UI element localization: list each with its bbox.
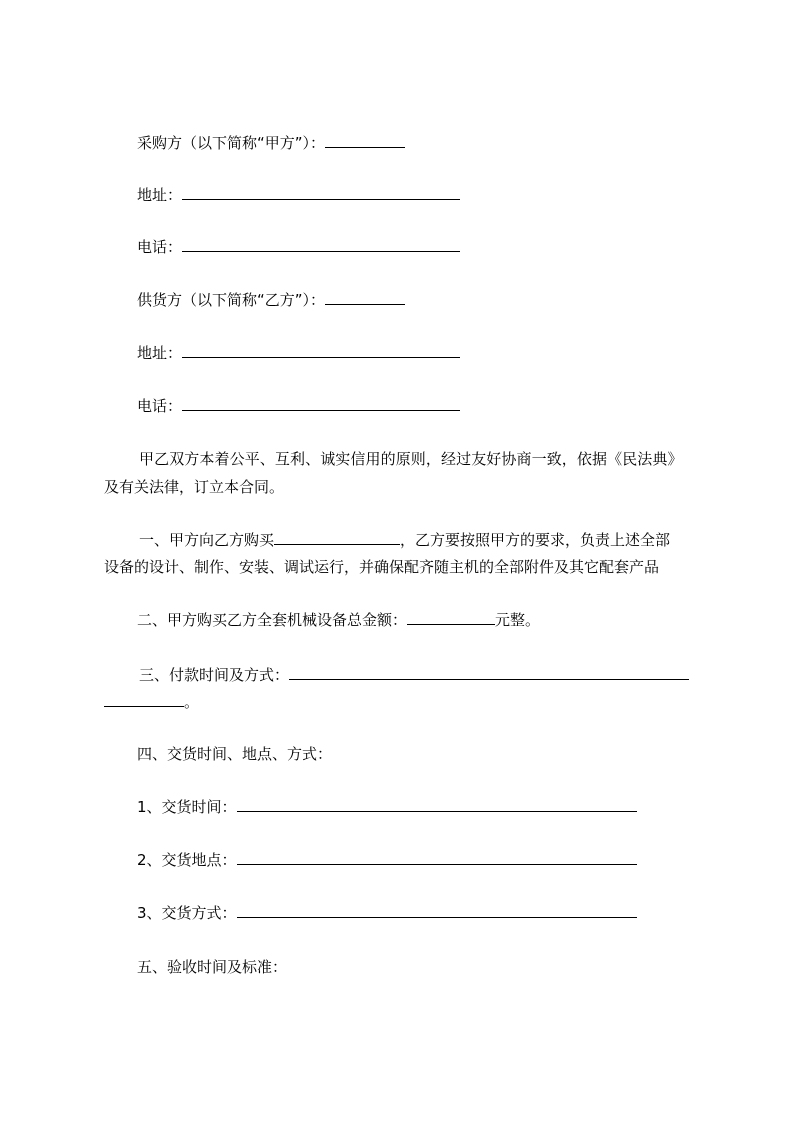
- preamble-line-2: 及有关法律，订立本合同。: [104, 478, 285, 496]
- clause-1-line-2: 设备的设计、制作、安装、调试运行，并确保配齐随主机的全部附件及其它配套产品: [104, 558, 660, 576]
- buyer-name-blank: [325, 133, 405, 148]
- delivery-method-row: [137, 903, 637, 923]
- clause-5-title: 五、验收时间及标准：: [137, 958, 288, 976]
- buyer-address-row: [137, 185, 460, 205]
- supplier-phone-blank: [182, 396, 460, 411]
- supplier-name-row: [137, 290, 405, 310]
- clause-3-prefix: 三、付款时间及方式：: [139, 666, 290, 684]
- delivery-place-row: [137, 850, 637, 870]
- clause-2-prefix: 二、甲方购买乙方全套机械设备总金额：: [137, 611, 408, 629]
- supplier-address-row: [137, 343, 460, 363]
- delivery-time-blank: [237, 797, 637, 812]
- clause-3-row: [139, 665, 689, 685]
- buyer-address-blank: [182, 185, 460, 200]
- clause-2-amount-blank: [407, 610, 495, 625]
- clause-1-suffix: ，乙方要按照甲方的要求，负责上述全部: [400, 531, 671, 549]
- supplier-address-blank: [182, 343, 460, 358]
- delivery-time-label: 1、交货时间：: [137, 798, 237, 816]
- buyer-phone-label: 电话：: [137, 238, 183, 256]
- supplier-label: 供货方（以下简称“乙方”）：: [137, 291, 326, 309]
- clause-2-suffix: 元整。: [495, 611, 541, 629]
- clause-2-row: [137, 610, 540, 630]
- delivery-method-label: 3、交货方式：: [137, 904, 237, 922]
- clause-1-item-blank: [274, 530, 400, 545]
- clause-3-end: 。: [184, 693, 200, 711]
- clause-3-payment-blank-continued: [104, 692, 184, 707]
- buyer-phone-row: [137, 237, 460, 257]
- clause-1-prefix: 一、甲方向乙方购买: [139, 531, 275, 549]
- supplier-name-blank: [325, 290, 405, 305]
- clause-1-row: [139, 530, 670, 550]
- buyer-name-row: [137, 133, 405, 153]
- clause-3-line-2: [104, 692, 199, 712]
- clause-4-title: 四、交货时间、地点、方式：: [137, 745, 333, 763]
- buyer-address-label: 地址：: [137, 186, 183, 204]
- delivery-time-row: [137, 797, 637, 817]
- supplier-address-label: 地址：: [137, 344, 183, 362]
- buyer-label: 采购方（以下简称“甲方”）：: [137, 134, 326, 152]
- delivery-place-blank: [237, 850, 637, 865]
- preamble-line-1: 甲乙双方本着公平、互利、诚实信用的原则，经过友好协商一致，依据《民法典》: [139, 450, 683, 468]
- buyer-phone-blank: [182, 237, 460, 252]
- clause-3-payment-blank: [289, 665, 689, 680]
- supplier-phone-row: [137, 396, 460, 416]
- supplier-phone-label: 电话：: [137, 397, 183, 415]
- delivery-method-blank: [237, 903, 637, 918]
- delivery-place-label: 2、交货地点：: [137, 851, 237, 869]
